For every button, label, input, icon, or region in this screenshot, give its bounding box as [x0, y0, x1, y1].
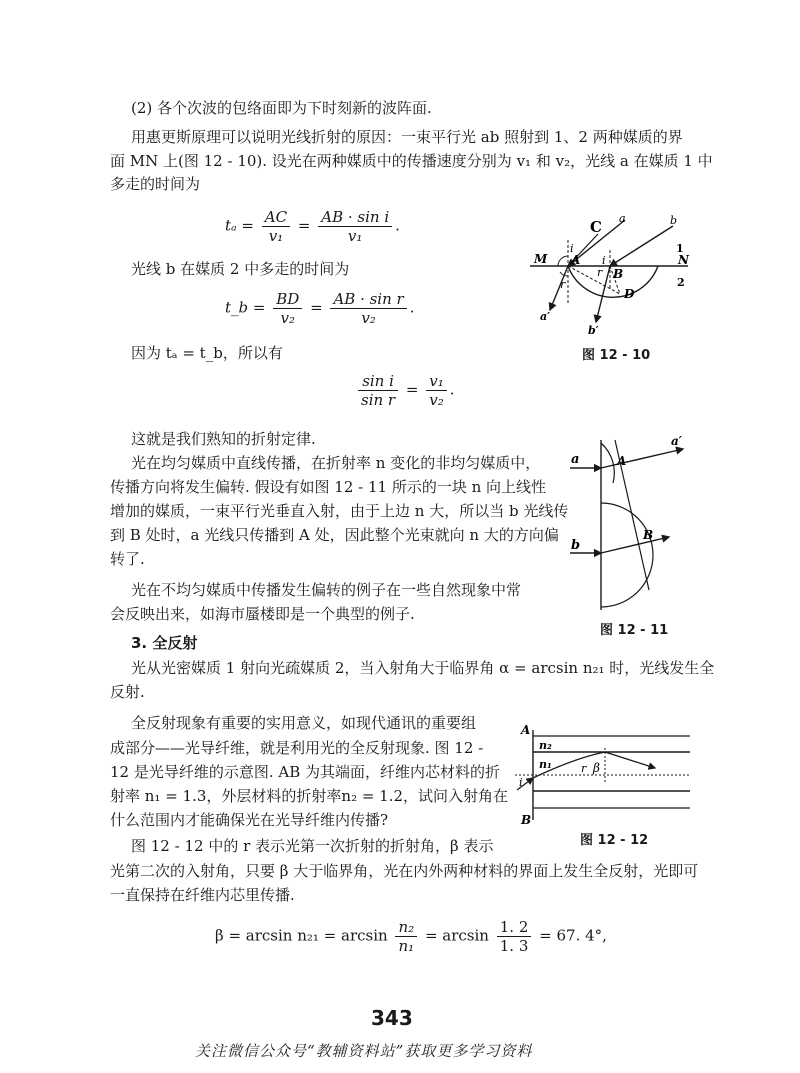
- eq2-end: .: [409, 298, 415, 317]
- para-critical-line1: 光从光密媒质 1 射向光疏媒质 2，当入射角大于临界角 α = arcsin n₂₁ 时，光线发生全: [131, 659, 715, 677]
- fig11-label-point-a: A: [617, 454, 627, 468]
- figure-12-12-caption: 图 12 - 12: [580, 833, 649, 848]
- para-mirage-line2: 会反映出来，如海市蜃楼即是一个典型的例子.: [110, 605, 415, 623]
- fig10-label-b: b: [670, 214, 678, 227]
- para-nonuniform-line4: 到 B 处时，a 光线只传播到 A 处，因此整个光束就向 n 大的方向偏: [110, 526, 559, 544]
- para-nonuniform-line2: 传播方向将发生偏转. 假设有如图 12 - 11 所示的一块 n 向上线性: [110, 478, 547, 496]
- para-fiber-line2: 成部分——光导纤维，就是利用光的全反射现象. 图 12 -: [110, 739, 484, 757]
- figure-12-11: [565, 435, 695, 615]
- ray-b-out: [601, 537, 669, 553]
- ray-a-prime: [550, 266, 568, 310]
- fig12-label-a: A: [521, 723, 531, 737]
- fig10-label-point-b: B: [613, 267, 624, 281]
- eq1-frac1-den: v₁: [268, 227, 284, 245]
- reflected-ray: [605, 752, 655, 768]
- wavelet-arc-a: [601, 443, 614, 483]
- para-angles-line2: 光第二次的入射角，只要 β 大于临界角，光在内外两种材料的界面上发生全反射，光即可: [110, 862, 699, 880]
- fig10-label-angle-r-1: r: [560, 278, 566, 291]
- eq4-frac1-num: n₂: [395, 918, 417, 937]
- para-envelope: (2) 各个次波的包络面即为下时刻新的波阵面.: [131, 99, 432, 117]
- figure-12-10: [530, 210, 700, 340]
- para-nonuniform-line5: 转了.: [110, 550, 145, 568]
- eq2-frac1-num: BD: [273, 290, 302, 309]
- eq4-part1: β = arcsin n₂₁ = arcsin: [215, 926, 388, 945]
- eq1-lhs: tₐ =: [225, 216, 254, 235]
- eq2-frac1-den: v₂: [280, 309, 296, 327]
- eq4-part2: = arcsin: [424, 926, 489, 945]
- eq1-frac1-num: AC: [262, 208, 290, 227]
- para-fiber-line4: 射率 n₁ = 1.3，外层材料的折射率n₂ = 1.2，试问入射角在: [110, 787, 509, 805]
- para-nonuniform-line3: 增加的媒质，一束平行光垂直入射，由于上边 n 大，所以当 b 光线传: [110, 502, 569, 520]
- eq3-end: .: [449, 380, 455, 399]
- eq4-frac2-den: 1. 3: [499, 937, 529, 955]
- fig11-label-a-prime: a′: [671, 435, 682, 448]
- fig10-label-n: N: [678, 253, 689, 267]
- para-mirage-line1: 光在不均匀媒质中传播发生偏转的例子在一些自然现象中常: [131, 581, 522, 599]
- para-critical-line2: 反射.: [110, 683, 145, 701]
- fig10-label-point-d: D: [624, 287, 635, 301]
- para-huygens-line1: 用惠更斯原理可以说明光线折射的原因：一束平行光 ab 照射到 1、2 两种媒质的界: [131, 128, 683, 146]
- para-snell-law: 这就是我们熟知的折射定律.: [131, 430, 316, 448]
- eq2-frac2-num: AB · sin r: [330, 290, 406, 309]
- fig12-label-angle-beta: β: [593, 761, 600, 775]
- figure-12-12: [515, 722, 695, 827]
- para-since-ta-tb: 因为 tₐ = t_b，所以有: [131, 344, 283, 362]
- para-nonuniform-line1: 光在均匀媒质中直线传播，在折射率 n 变化的非均匀媒质中，: [131, 454, 541, 472]
- figure-12-11-caption: 图 12 - 11: [600, 623, 669, 638]
- equation-tb: t_b = $\frac{BD}{\text{v₂}}$ = $\frac{\text{AB · sin r}}{\text{v₂}}$ .: [225, 290, 415, 327]
- para-angles-line1: 图 12 - 12 中的 r 表示光第一次折射的折射角，β 表示: [131, 837, 494, 855]
- equation-beta: [215, 918, 607, 955]
- eq3-frac1-den: sin r: [361, 391, 396, 409]
- fig12-label-n2: n₂: [539, 739, 552, 752]
- eq4-frac1-den: n₁: [398, 937, 415, 955]
- fig10-label-angle-i-2: i: [602, 254, 606, 267]
- eq3-frac2-den: v₂: [429, 391, 444, 409]
- section-heading-total-reflection: 3. 全反射: [131, 634, 198, 652]
- para-angles-line3: 一直保持在纤维内芯里传播.: [110, 886, 295, 904]
- fig10-label-angle-r-2: r: [597, 266, 603, 279]
- wavelet-arc-b: [601, 503, 653, 607]
- eq4-frac2-num: 1. 2: [497, 918, 532, 937]
- fig12-label-angle-i: i: [519, 776, 523, 789]
- eq3-frac1-num: sin i: [358, 372, 398, 391]
- fig10-label-point-a: A: [571, 253, 581, 267]
- ray-b: [610, 226, 673, 266]
- eq2-frac2-den: v₂: [361, 309, 376, 327]
- fig12-label-b: B: [521, 813, 532, 827]
- fig12-label-n1: n₁: [539, 758, 552, 771]
- eq2-lhs: t_b =: [225, 298, 266, 317]
- para-fiber-line5: 什么范围内才能确保光在光导纤维内传播?: [110, 811, 389, 829]
- fig10-label-angle-i-1: i: [570, 242, 574, 255]
- para-fiber-line1: 全反射现象有重要的实用意义，如现代通讯的重要组: [131, 714, 477, 732]
- fig10-label-a-prime: a′: [540, 310, 551, 323]
- equation-snell: $\frac{\text{sin i}}{\text{sin r}}$ = $\frac{\text{v₁}}{\text{v₂}}$ .: [355, 372, 455, 409]
- fig11-label-b: b: [571, 538, 581, 553]
- fig12-label-angle-r: r: [581, 762, 587, 775]
- para-ray-b: 光线 b 在媒质 2 中多走的时间为: [131, 260, 350, 278]
- fig10-label-m: M: [534, 252, 548, 266]
- fig11-label-point-b: B: [643, 528, 654, 542]
- figure-12-10-caption: 图 12 - 10: [582, 348, 651, 363]
- eq4-part3: = 67. 4°,: [539, 926, 607, 945]
- para-huygens-line3: 多走的时间为: [110, 175, 201, 193]
- eq1-frac2-num: AB · sin i: [318, 208, 392, 227]
- equation-ta: tₐ = $\frac{AC}{\text{v₁}}$ = $\frac{\text{AB · sin i}}{\text{v₁}}$ .: [225, 208, 400, 245]
- para-fiber-line3: 12 是光导纤维的示意图. AB 为其端面，纤维内芯材料的折: [110, 763, 501, 781]
- fig11-label-a: a: [571, 452, 580, 467]
- fig10-label-c: C: [590, 218, 602, 236]
- fig10-label-medium-2: 2: [677, 276, 685, 289]
- para-huygens-line2: 面 MN 上(图 12 - 10). 设光在两种媒质中的传播速度分别为 v₁ 和 v₂，光线 a 在媒质 1 中: [110, 152, 713, 170]
- eq3-frac2-num: v₁: [426, 372, 447, 391]
- eq1-end: .: [395, 216, 400, 235]
- eq1-frac2-den: v₁: [347, 227, 363, 245]
- fig10-label-a: a: [619, 212, 626, 225]
- page-number: 343: [371, 1006, 413, 1030]
- fig10-label-medium-1: 1: [676, 242, 684, 255]
- footer-note: 关注微信公众号“教辅资料站”获取更多学习资料: [195, 1042, 533, 1060]
- fig10-label-b-prime: b′: [588, 324, 599, 337]
